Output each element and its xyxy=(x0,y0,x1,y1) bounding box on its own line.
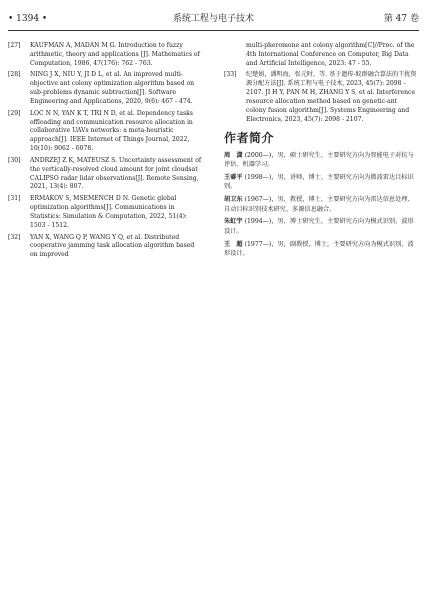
reference-item xyxy=(224,71,419,124)
author-name: 王 超 xyxy=(224,240,243,248)
author-bio: (1994—)，男，博士研究生，主要研究方向为模式识别、波形设计。 xyxy=(224,218,414,235)
page-number: • 1394 • xyxy=(8,13,48,24)
volume-label: 第 47 卷 xyxy=(383,13,419,24)
reference-text: YAN X, WANG Q P, WANG Y Q, et al. Distributed cooperative jamming task allocation algorithm based on improved xyxy=(30,233,195,259)
reference-item xyxy=(224,42,419,68)
reference-number: [28] xyxy=(8,71,21,79)
page-header xyxy=(8,10,419,28)
author-entry xyxy=(224,240,419,259)
reference-number: [27] xyxy=(8,42,21,49)
reference-text: LOC N N, YAN K T, TRI N D, et al. Dependency tasks offloading and communication resource allocation in collaborative UAVs networks: a meta-heuristic approach[J]. IEEE Internet of Things Journal, 2022, 10(10): 9062 - 6078. xyxy=(30,109,193,153)
reference-text: KAUFMAN A, MADAN M G. Introduction to fuzzy arithmetic, theory and applications [J]. Mathematics of Computation, 1986, 47(176): 762 - 763. xyxy=(30,42,200,67)
reference-item xyxy=(8,234,203,260)
author-name: 王睿平 xyxy=(224,173,243,181)
reference-item xyxy=(8,195,203,230)
reference-item xyxy=(8,157,203,192)
left-column xyxy=(8,42,203,263)
reference-number: [32] xyxy=(8,233,21,241)
author-name: 周 潇 xyxy=(224,151,243,159)
reference-number: [30] xyxy=(8,156,21,164)
author-entry xyxy=(224,173,419,192)
reference-item xyxy=(8,42,203,68)
author-bio: (1977—)，男，副教授，博士，主要研究方向为模式识别、波形设计。 xyxy=(224,240,414,258)
journal-title: 系统工程与电子技术 xyxy=(172,13,254,24)
author-bio: (1998—)，男，讲师，博士，主要研究方向为微波雷达目标识别。 xyxy=(224,173,414,191)
reference-text: NING J X, NIU Y, JI D L, et al. An improved multi-objective ant colony optimization algorithm based on sub-problems dynamic subtraction[J]. Software Engineering and Applications, 2020, 9(6): 467 - 474. xyxy=(30,71,195,105)
author-bio: (1967—)，男，教授，博士，主要研究方向为雷达信息处理、自动目标识别技术研究、多源信息融合。 xyxy=(224,196,414,213)
author-name: 胡卫东 xyxy=(224,196,243,204)
author-entry xyxy=(224,151,419,170)
reference-text: multi-pheromone ant colony algorithm[C]//Proc. of the 4th International Conference on Computer, Big Data and Artificial Intelligence, 2023: 47 - 55. xyxy=(246,42,415,67)
reference-number: [31] xyxy=(8,195,21,203)
reference-item xyxy=(8,110,203,154)
author-entry xyxy=(224,195,419,214)
right-column xyxy=(224,42,419,262)
author-section-title: 作者简介 xyxy=(224,131,275,146)
reference-text: ERMAKOV S, MSEMENCH D N. Genetic global optimization algorithms[J]. Communications in Statistics: Simulation & Computation, 2022, 51(4): 1503 - 1512. xyxy=(30,195,188,229)
reference-number: [29] xyxy=(8,109,21,117)
author-name: 朱虹宇 xyxy=(224,218,243,226)
author-bio: (2000—)，男，硕士研究生，主要研究方向为智能电子对抗与评估、机器学习。 xyxy=(224,151,414,169)
reference-text: ANDRZEJ Z K, MATEUSZ S. Uncertainty assessment of the vertically-resolved cloud amount for joint cloudsat CALIPSO radar lidar observations[J]. Remote Sensing, 2021, 13(4): 807. xyxy=(30,156,202,191)
header-rule xyxy=(8,30,419,31)
reference-number: [33] xyxy=(224,71,237,79)
author-entry xyxy=(224,217,419,236)
reference-item xyxy=(8,71,203,106)
reference-text: 纪楚娟，潘明海，张元时，等. 基于遗传-蚁群融合算法的干扰资源分配方法[J]. 系统工程与电子技术, 2023, 45(7): 2098 - 2107. JI H Y, PAN M H, ZHANG Y S, et al. Interference resource allocation method based on genetic-ant colony fusion algorithm[J]. Systems Engineering and Electronics, 2023, 45(7): 2098 - 2107. xyxy=(246,71,417,123)
